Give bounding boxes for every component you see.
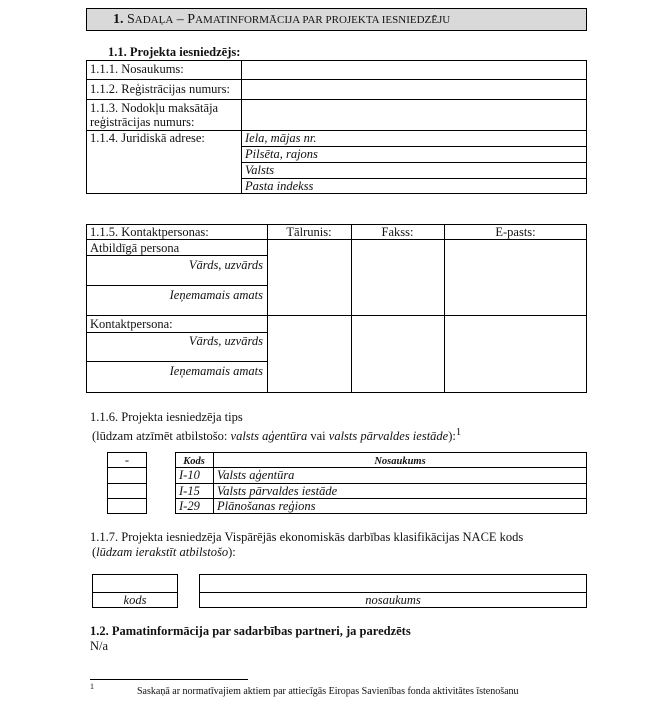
reg-number-label: 1.1.2. Reģistrācijas numurs: xyxy=(90,82,230,96)
type-name: Plānošanas reģions xyxy=(217,499,316,513)
name-label: 1.1.1. Nosaukums: xyxy=(90,62,184,76)
applicant-heading: 1.1. Projekta iesniedzējs: xyxy=(108,45,241,59)
postal-code-field[interactable]: Pasta indekss xyxy=(245,179,314,193)
type-checkbox-i10[interactable] xyxy=(108,468,146,482)
code-column-header: Kods xyxy=(183,456,205,467)
applicant-type-heading: 1.1.6. Projekta iesniedzēja tips xyxy=(90,410,243,424)
tax-number-label: 1.1.3. Nodokļu maksātāja xyxy=(90,101,219,115)
country-field[interactable]: Valsts xyxy=(245,163,275,177)
name-column-header: Nosaukums xyxy=(374,456,426,467)
responsible-fax-field[interactable] xyxy=(352,240,443,314)
address-label: 1.1.4. Juridiskā adrese: xyxy=(90,131,205,145)
contacts-header: 1.1.5. Kontaktpersonas: xyxy=(90,225,209,239)
responsible-email-field[interactable] xyxy=(445,240,586,314)
city-field[interactable]: Pilsēta, rajons xyxy=(245,147,318,161)
type-checkbox-i15[interactable] xyxy=(108,484,146,498)
contact-phone-field[interactable] xyxy=(268,316,350,392)
section-title: SADAĻA – PAMATINFORMĀCIJA PAR PROJEKTA IESNIEDZĒJU xyxy=(127,12,451,27)
nace-name-field[interactable] xyxy=(200,575,586,591)
check-header: - xyxy=(124,453,130,467)
fax-header: Fakss: xyxy=(381,225,414,239)
tax-number-label-2: reģistrācijas numurs: xyxy=(90,115,195,129)
name-field[interactable] xyxy=(243,61,585,78)
partner-heading: 1.2. Pamatinformācija par sadarbības partneri, ja paredzēts xyxy=(90,624,411,638)
contact-fax-field[interactable] xyxy=(352,316,443,392)
street-field[interactable]: Iela, mājas nr. xyxy=(245,131,317,145)
nace-heading: 1.1.7. Projekta iesniedzēja Vispārējās ekonomiskās darbības klasifikācijas NACE kods xyxy=(90,530,524,544)
type-code: I-15 xyxy=(179,484,200,498)
footnote-ref: 1 xyxy=(455,427,462,438)
reg-number-field[interactable] xyxy=(243,81,585,98)
contact-position-field[interactable]: Ieņemamais amats xyxy=(169,364,263,378)
type-name: Valsts aģentūra xyxy=(217,468,295,482)
footnote-number: 1 xyxy=(90,682,94,691)
type-code: I-29 xyxy=(179,499,200,513)
responsible-position-field[interactable]: Ieņemamais amats xyxy=(169,288,263,302)
nace-name-label: nosaukums xyxy=(365,593,421,607)
section-header xyxy=(86,8,587,31)
partner-value: N/a xyxy=(90,639,109,653)
contact-person-label: Kontaktpersona: xyxy=(90,317,173,331)
responsible-phone-field[interactable] xyxy=(268,240,350,314)
type-name: Valsts pārvaldes iestāde xyxy=(217,484,338,498)
nace-code-label: kods xyxy=(123,593,147,607)
footnote-divider xyxy=(90,679,248,680)
type-code: I-10 xyxy=(179,468,200,482)
email-header: E-pasts: xyxy=(495,225,536,239)
nace-note: (lūdzam ierakstīt atbilstošo): xyxy=(92,545,236,559)
type-checkbox-i29[interactable] xyxy=(108,499,146,513)
footnote-text: Saskaņā ar normatīvajiem aktiem par attiecīgās Eiropas Savienības fonda aktivitātes īstenošanu xyxy=(137,686,519,697)
nace-code-field[interactable] xyxy=(93,575,177,591)
contact-name-field[interactable]: Vārds, uzvārds xyxy=(188,334,263,348)
applicant-type-note: (lūdzam atzīmēt atbilstošo: valsts aģentūra vai valsts pārvaldes iestāde):$^1$ xyxy=(92,427,462,444)
tax-number-field[interactable] xyxy=(243,101,585,129)
responsible-name-field[interactable]: Vārds, uzvārds xyxy=(188,258,263,272)
contact-email-field[interactable] xyxy=(445,316,586,392)
responsible-person-label: Atbildīgā persona xyxy=(90,241,180,255)
phone-header: Tālrunis: xyxy=(286,225,332,239)
section-number: 1. xyxy=(113,12,124,27)
